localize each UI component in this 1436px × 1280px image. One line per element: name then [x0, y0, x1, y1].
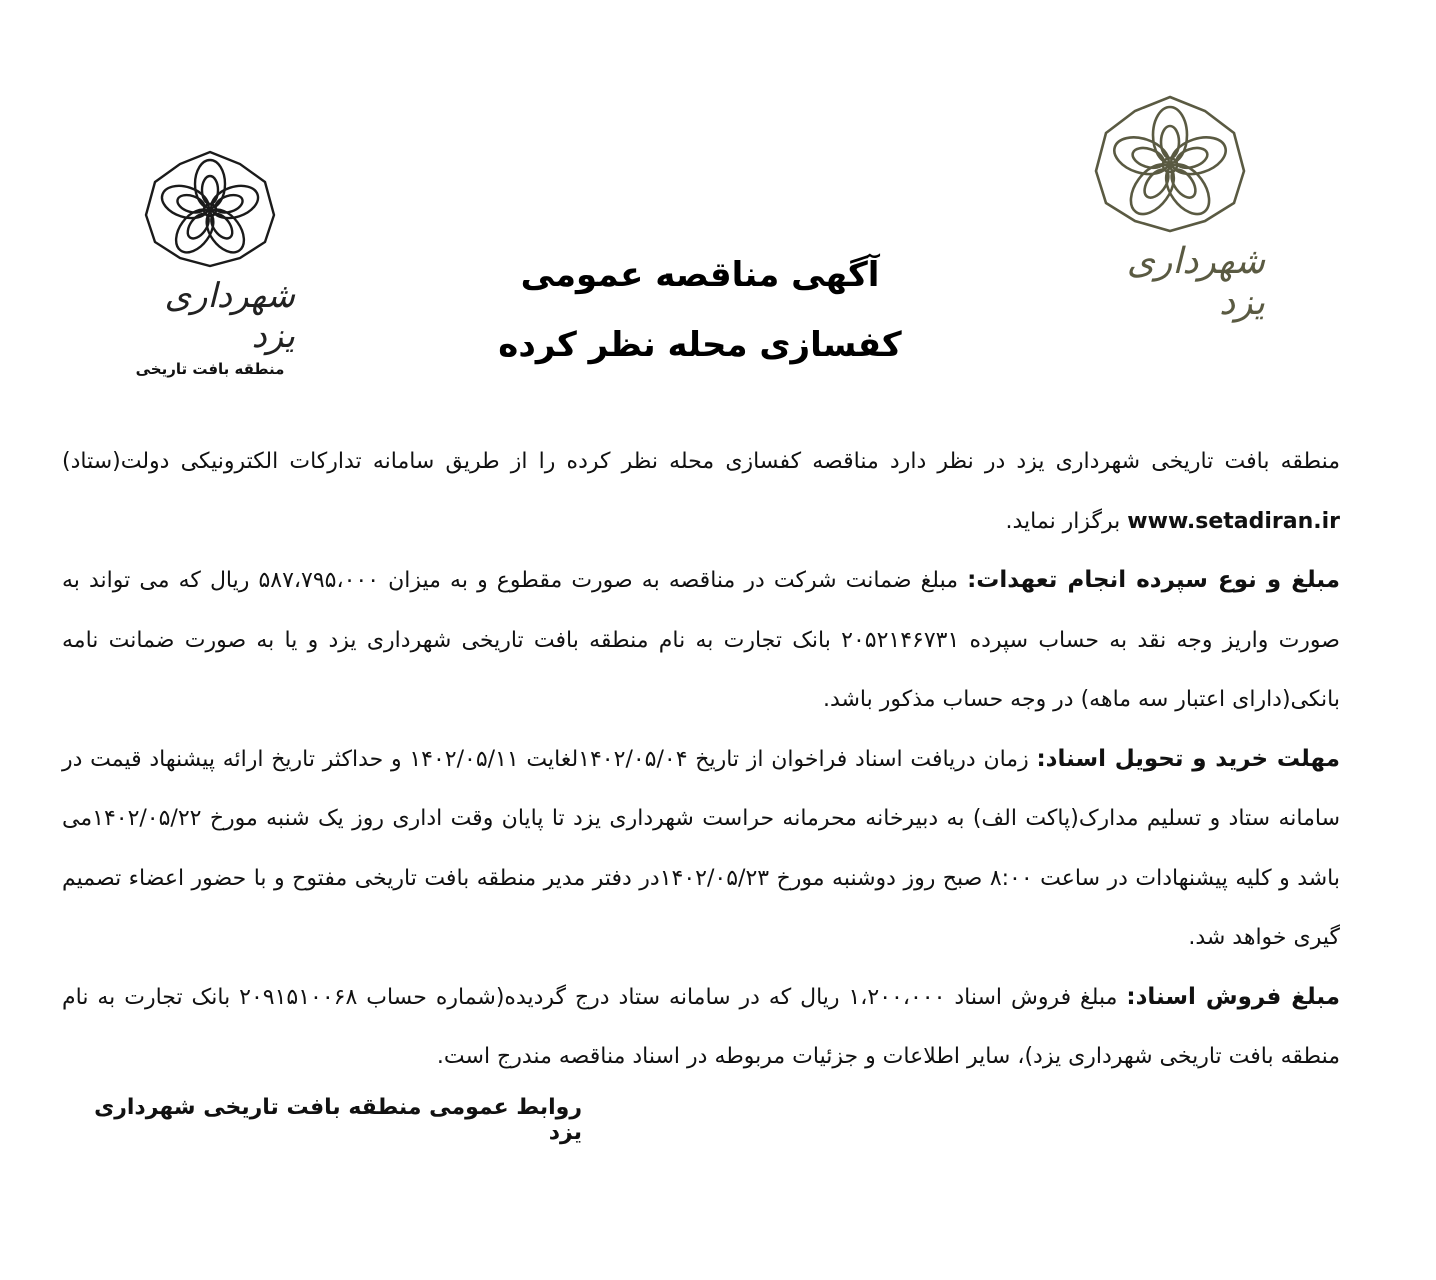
price-paragraph [62, 968, 1340, 1087]
deadline-text: زمان دریافت اسناد فراخوان از تاریخ ۱۴۰۲/۰۵/۰۴لغایت ۱۴۰۲/۰۵/۱۱ و حداکثر تاریخ ارائه پیشنهاد قیمت در سامانه ستاد و تسلیم مدارک(پاکت الف) به دبیرخانه محرمانه حراست شهرداری یزد تا پایان وقت اداری روز یک شنبه مورخ ۱۴۰۲/۰۵/۲۲می باشد و کلیه پیشنهادات در ساعت ۸:۰۰ صبح روز دوشنبه مورخ ۱۴۰۲/۰۵/۲۳در دفتر مدیر منطقه بافت تاریخی مفتوح و با حضور اعضاء تصمیم گیری خواهد شد. [62, 746, 1341, 950]
deposit-paragraph [62, 551, 1340, 730]
logo-left-caption: منطقه بافت تاریخی [135, 360, 285, 378]
logo-right-script: شهرداری یزد [1126, 241, 1265, 323]
price-text: مبلغ فروش اسناد ۱،۲۰۰،۰۰۰ ریال که در سامانه ستاد درج گردیده(شماره حساب ۲۰۹۱۵۱۰۰۶۸ بانک تجارت به نام منطقه بافت تاریخی شهرداری یزد)، سایر اطلاعات و جزئیات مربوطه در اسناد مناقصه مندرج است. [62, 984, 1340, 1069]
deposit-text: مبلغ ضمانت شرکت در مناقصه به صورت مقطوع و به میزان ۵۸۷،۷۹۵،۰۰۰ ریال که می تواند به صورت واریز وجه نقد به حساب سپرده ۲۰۵۲۱۴۶۷۳۱ بانک تجارت به نام منطقه بافت تاریخی شهرداری یزد و یا به صورت ضمانت نامه بانکی(دارای اعتبار سه ماهه) در وجه حساب مذکور باشد. [62, 568, 1340, 712]
deadline-label: مهلت خرید و تحویل اسناد: [1036, 745, 1340, 772]
intro-text-part1: منطقه بافت تاریخی شهرداری یزد در نظر دارد مناقصه کفسازی محله نظر کرده را از طریق سامانه تدارکات الکترونیکی دولت(ستاد) [62, 449, 1340, 474]
flower-rosette-icon [1085, 95, 1255, 239]
logo-left [125, 150, 295, 378]
setadiran-link[interactable]: www.setadiran.ir [1127, 508, 1340, 534]
page-subtitle: کفسازی محله نظر کرده [498, 325, 902, 365]
signature: روابط عمومی منطقه بافت تاریخی شهرداری یزد [94, 1095, 582, 1145]
logo-right [1075, 95, 1265, 323]
price-label: مبلغ فروش اسناد: [1126, 983, 1340, 1010]
page-title: آگهی مناقصه عمومی [520, 255, 880, 295]
flower-rosette-icon [135, 150, 285, 274]
deposit-label: مبلغ و نوع سپرده انجام تعهدات: [967, 567, 1340, 593]
intro-text-part2: برگزار نماید. [1005, 508, 1128, 534]
logo-left-script: شهرداری یزد [164, 276, 295, 356]
deadline-paragraph [62, 730, 1340, 968]
intro-paragraph [62, 432, 1340, 551]
notice-body [62, 432, 1340, 1087]
